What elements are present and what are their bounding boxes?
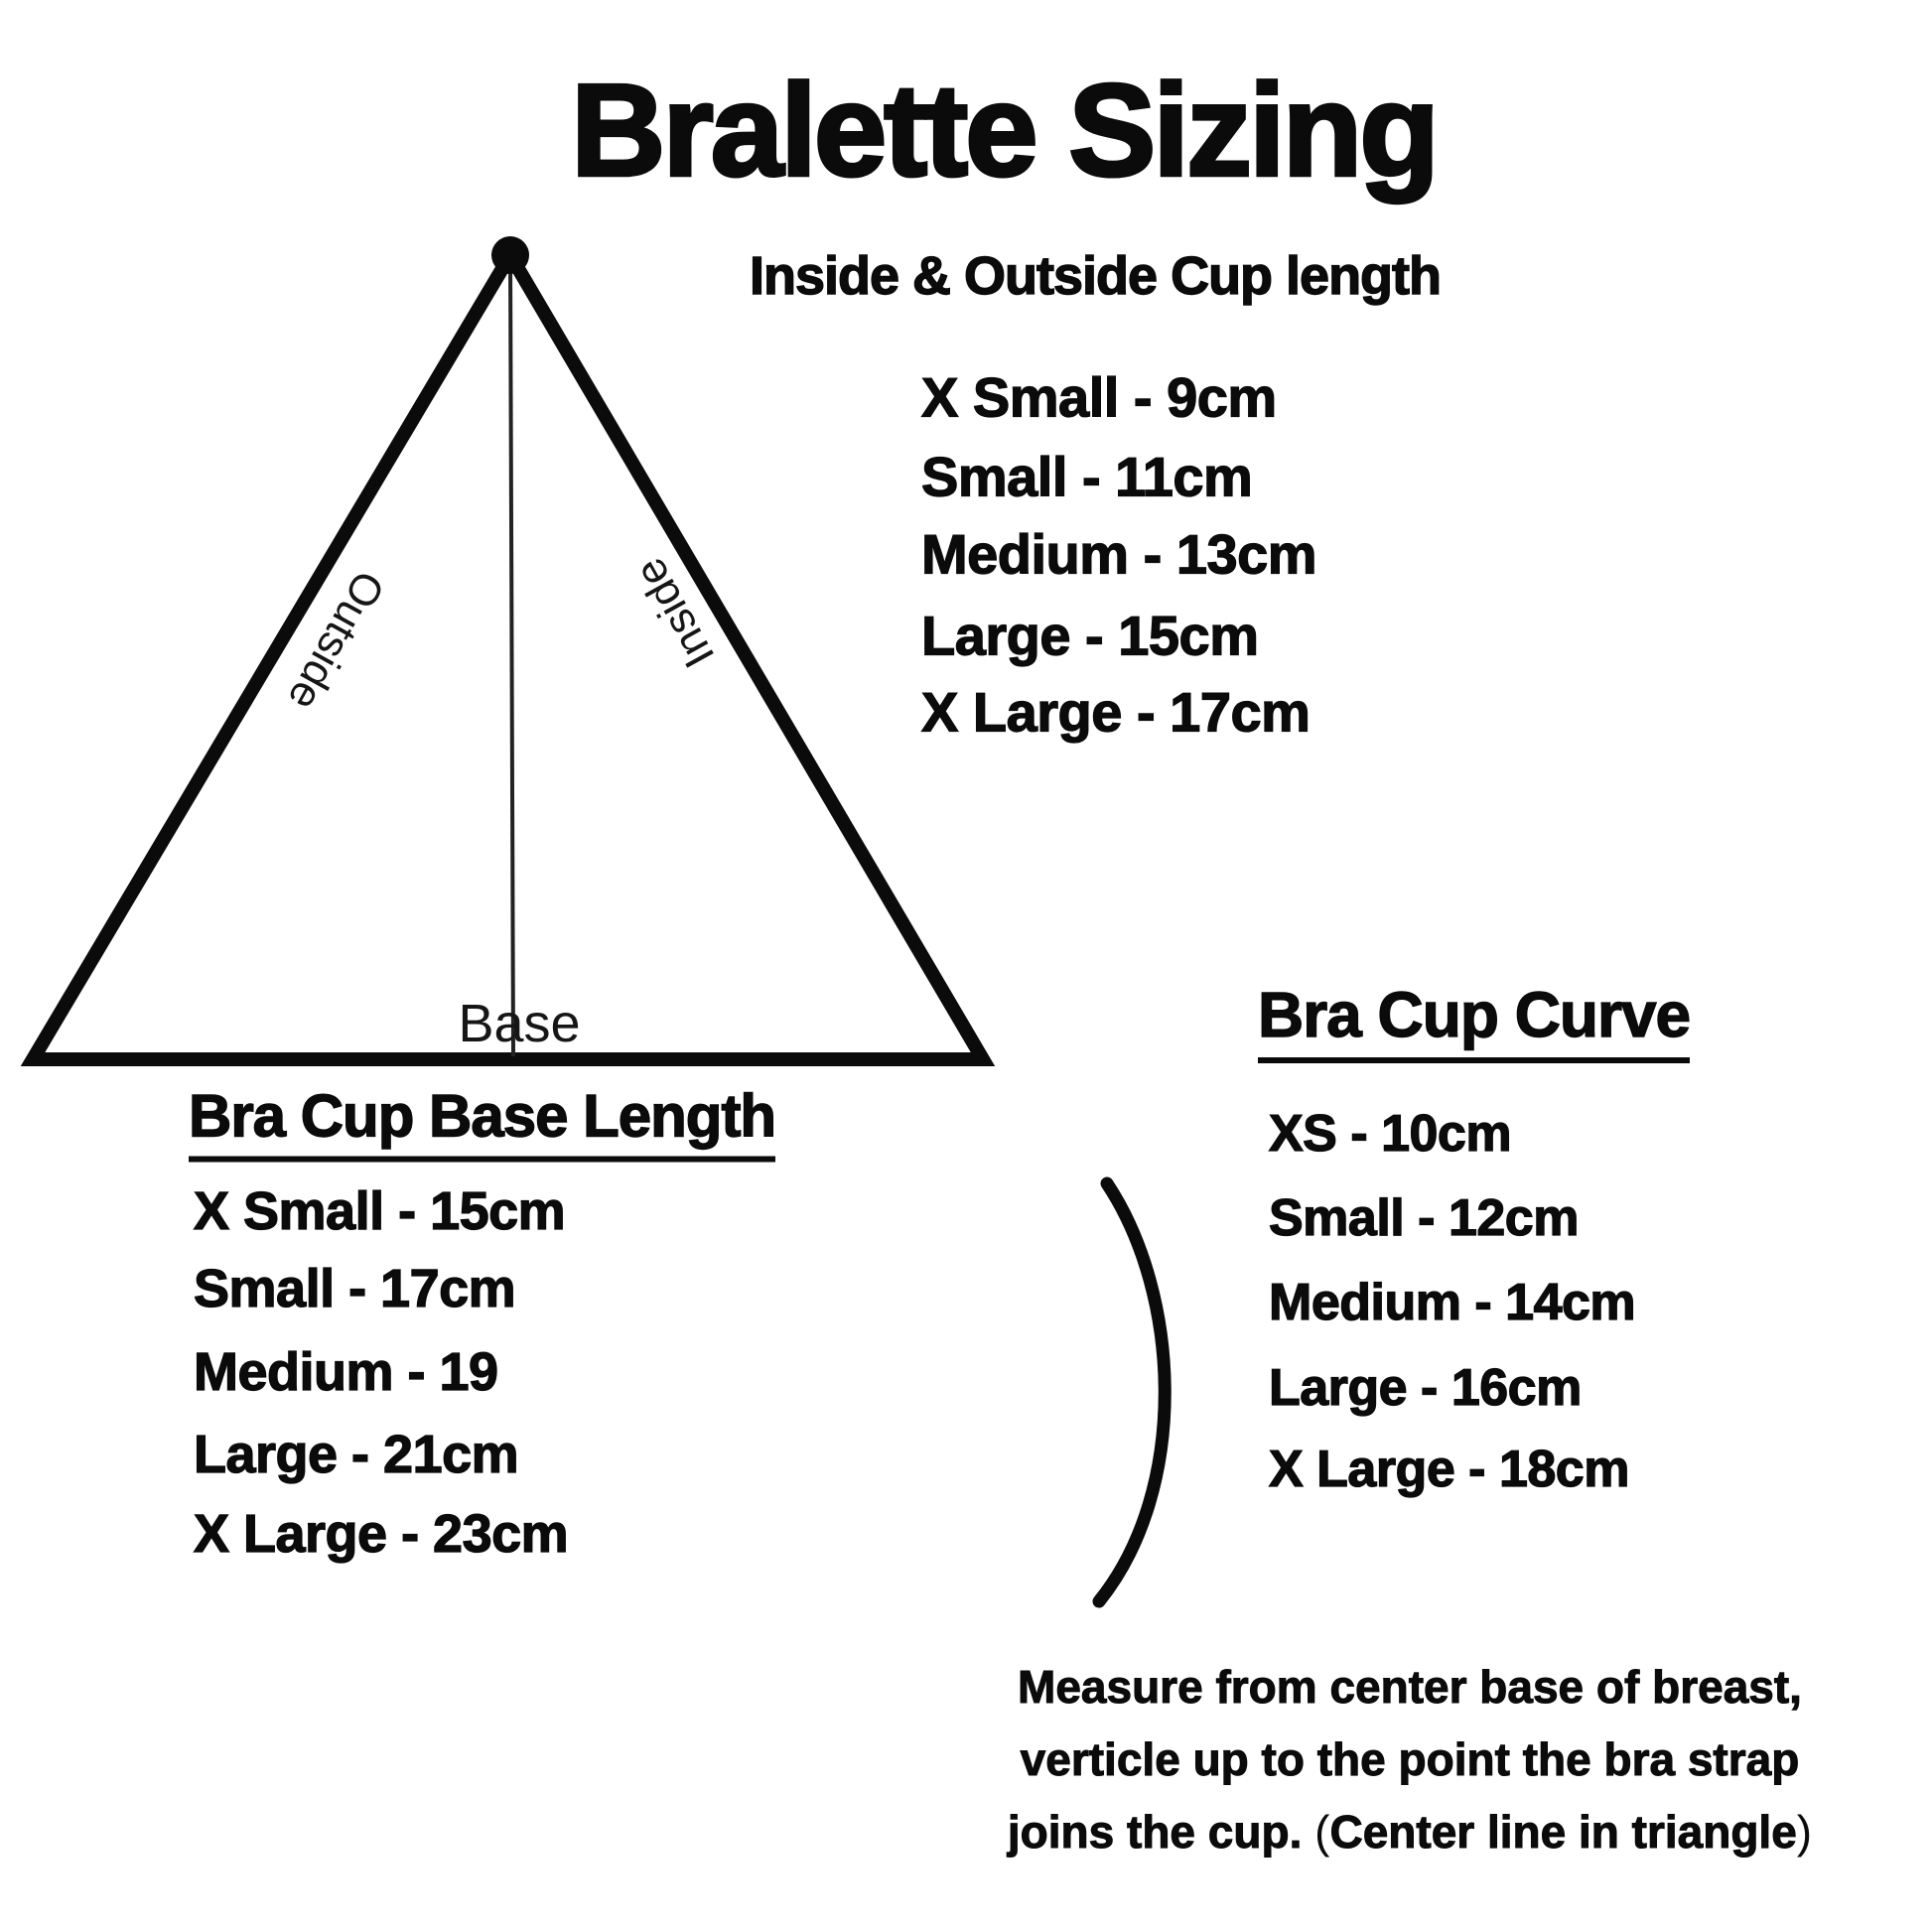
- apex-dot: [491, 236, 529, 274]
- measurement-note-line-3: joins the cup. (Center line in triangle): [1007, 1806, 1813, 1858]
- cup-curve-heading: Bra Cup Curve: [1258, 978, 1690, 1063]
- cup-length-item-xsmall: X Small - 9cm: [921, 365, 1277, 429]
- measurement-note-line-1: Measure from center base of breast,: [1018, 1661, 1802, 1713]
- cup-length-heading: Inside & Outside Cup length: [750, 246, 1442, 306]
- cup-length-item-large: Large - 15cm: [921, 604, 1259, 667]
- base-length-item-xlarge: X Large - 23cm: [194, 1504, 569, 1564]
- cup-curve-item-large: Large - 16cm: [1269, 1359, 1582, 1417]
- base-length-item-medium: Medium - 19: [194, 1342, 498, 1402]
- cup-curve-item-small: Small - 12cm: [1269, 1189, 1579, 1247]
- cup-curve-arc: [1099, 1183, 1165, 1601]
- cup-curve-item-xlarge: X Large - 18cm: [1269, 1441, 1629, 1498]
- triangle-center-line: [510, 258, 513, 1056]
- triangle-outline: [33, 255, 983, 1059]
- cup-curve-item-medium: Medium - 14cm: [1269, 1274, 1636, 1331]
- cup-length-item-xlarge: X Large - 17cm: [921, 680, 1311, 744]
- cup-length-item-medium: Medium - 13cm: [921, 522, 1317, 586]
- triangle-base-label: Base: [458, 994, 581, 1053]
- base-length-item-small: Small - 17cm: [194, 1259, 516, 1318]
- page-title: Bralette Sizing: [571, 57, 1437, 204]
- triangle-inside-label: Inside: [624, 550, 725, 676]
- base-length-heading: Bra Cup Base Length: [189, 1082, 775, 1163]
- measurement-note: [913, 1651, 1906, 1868]
- cup-curve-item-xs: XS - 10cm: [1269, 1105, 1512, 1163]
- base-length-item-xsmall: X Small - 15cm: [194, 1181, 566, 1241]
- base-length-item-large: Large - 21cm: [194, 1425, 519, 1484]
- cup-length-item-small: Small - 11cm: [921, 445, 1253, 508]
- measurement-note-line-2: verticle up to the point the bra strap: [1020, 1733, 1800, 1785]
- triangle-outside-label: Outside: [278, 563, 394, 719]
